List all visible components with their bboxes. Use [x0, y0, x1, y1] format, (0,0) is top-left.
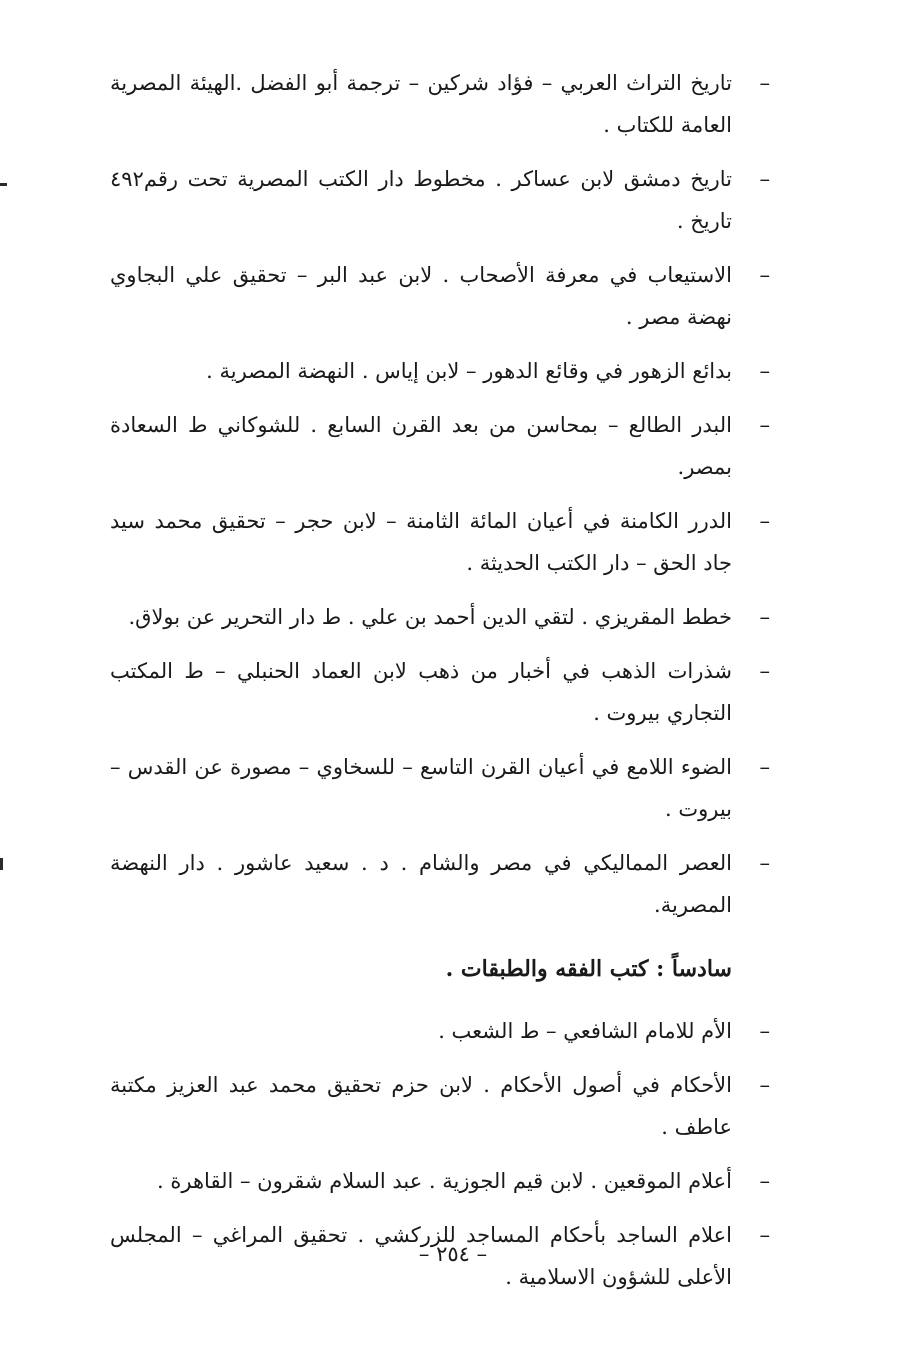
entry-text: خطط المقريزي . لتقي الدين أحمد بن علي . ط دار التحرير عن بولاق. [128, 605, 732, 629]
bibliography-entry [110, 1064, 770, 1148]
entry-text: بدائع الزهور في وقائع الدهور – لابن إياس . النهضة المصرية . [206, 359, 732, 383]
entry-dash: – [759, 1019, 770, 1043]
page-number: – ٢٥٤ – [418, 1242, 488, 1266]
entry-dash: – [759, 167, 770, 191]
entry-text: تاريخ دمشق لابن عساكر . مخطوط دار الكتب المصرية تحت رقم٤٩٢ تاريخ . [110, 167, 732, 233]
entry-dash: – [759, 1073, 770, 1097]
bibliography-entry [110, 1160, 770, 1202]
entry-dash: – [759, 413, 770, 437]
entry-text: الدرر الكامنة في أعيان المائة الثامنة – لابن حجر – تحقيق محمد سيد جاد الحق – دار الكتب الحديثة . [110, 509, 732, 575]
bibliography-entry [110, 596, 770, 638]
bibliography-entry [110, 62, 770, 146]
bibliography-entry [110, 650, 770, 734]
entry-text: الضوء اللامع في أعيان القرن التاسع – للسخاوي – مصورة عن القدس – بيروت . [110, 755, 732, 821]
entry-text: العصر المماليكي في مصر والشام . د . سعيد عاشور . دار النهضة المصرية. [110, 851, 732, 917]
entry-text: اعلام الساجد بأحكام المساجد للزركشي . تحقيق المراغي – المجلس الأعلى للشؤون الاسلامية . [110, 1223, 732, 1289]
entry-text: شذرات الذهب في أخبار من ذهب لابن العماد الحنبلي – ط المكتب التجاري بيروت . [110, 659, 732, 725]
entry-dash: – [759, 509, 770, 533]
entry-dash: – [759, 659, 770, 683]
entry-text: البدر الطالع – بمحاسن من بعد القرن السابع . للشوكاني ط السعادة بمصر. [110, 413, 732, 479]
bibliography-entry [110, 746, 770, 830]
entry-dash: – [759, 1223, 770, 1247]
bibliography-list [110, 62, 770, 1310]
entry-text: أعلام الموقعين . لابن قيم الجوزية . عبد السلام شقرون – القاهرة . [157, 1169, 732, 1193]
entry-text: الأم للامام الشافعي – ط الشعب . [438, 1019, 732, 1043]
entry-text: الأحكام في أصول الأحكام . لابن حزم تحقيق محمد عبد العزيز مكتبة عاطف . [110, 1073, 732, 1139]
bibliography-entry [110, 500, 770, 584]
bibliography-entry [110, 404, 770, 488]
entry-dash: – [759, 851, 770, 875]
entry-dash: – [759, 605, 770, 629]
scan-edge-mark [0, 183, 7, 186]
entry-text: تاريخ التراث العربي – فؤاد شركين – ترجمة أبو الفضل .الهيئة المصرية العامة للكتاب . [110, 71, 732, 137]
entry-dash: – [759, 71, 770, 95]
bibliography-entry [110, 842, 770, 926]
scan-edge-mark [0, 858, 3, 870]
entry-dash: – [759, 755, 770, 779]
bibliography-entry [110, 350, 770, 392]
bibliography-entry [110, 158, 770, 242]
section-heading: سادساً : كتب الفقه والطبقات . [445, 956, 732, 982]
entry-dash: – [759, 263, 770, 287]
entry-dash: – [759, 359, 770, 383]
entry-dash: – [759, 1169, 770, 1193]
bibliography-entry [110, 254, 770, 338]
entry-text: الاستيعاب في معرفة الأصحاب . لابن عبد البر – تحقيق علي البجاوي نهضة مصر . [110, 263, 732, 329]
bibliography-entry [110, 1010, 770, 1052]
